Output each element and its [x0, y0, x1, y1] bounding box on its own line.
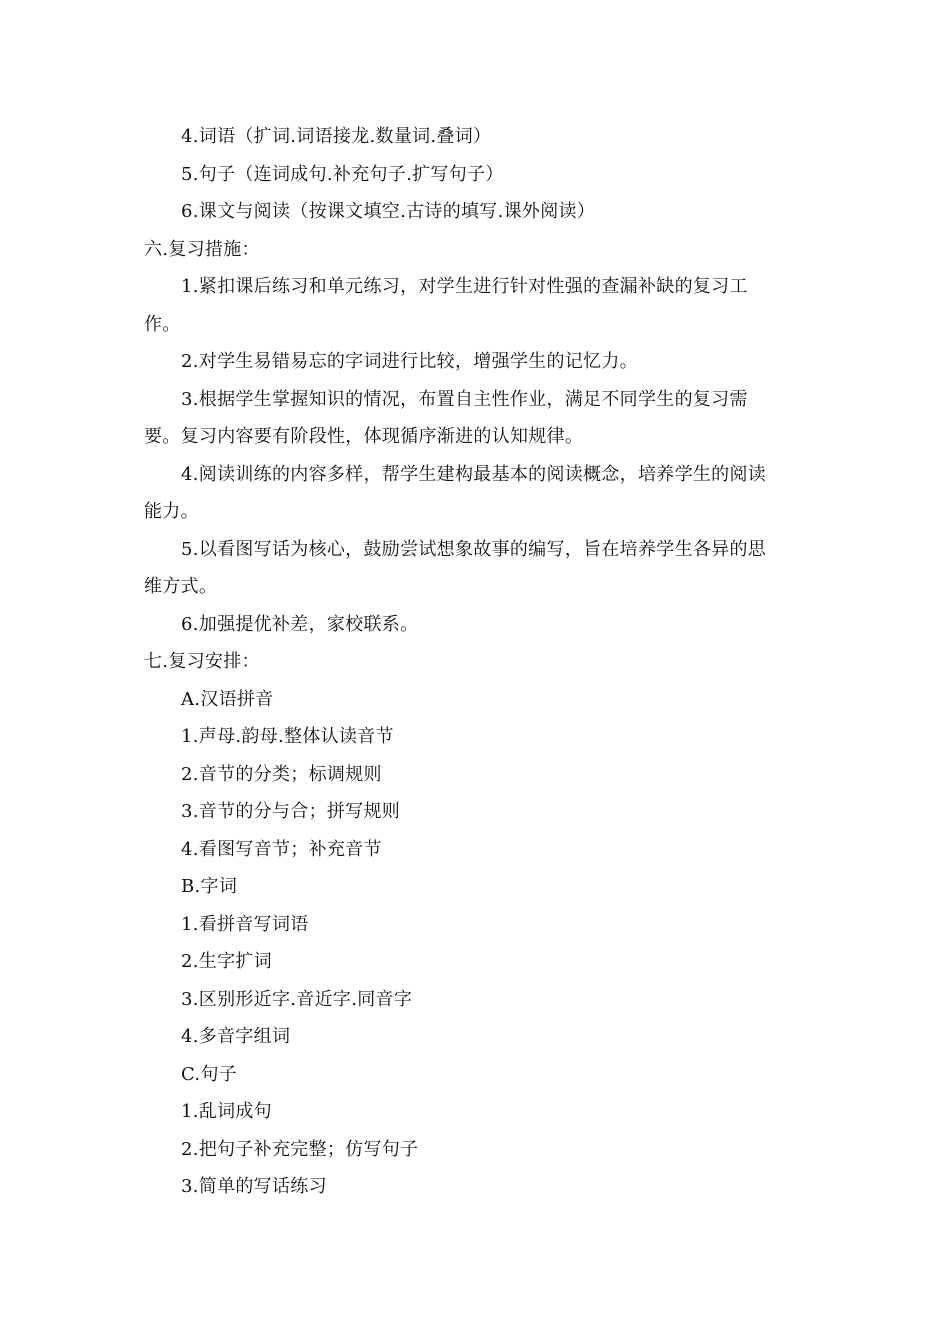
list-item: 1.声母.韵母.整体认读音节: [181, 726, 394, 747]
text-line: 4.阅读训练的内容多样，帮学生建构最基本的阅读概念，培养学生的阅读: [181, 463, 767, 485]
document-body: [144, 118, 804, 1206]
text-line: 2.对学生易错易忘的字词进行比较，增强学生的记忆力。: [181, 351, 638, 372]
list-item: 3.音节的分与合；拼写规则: [181, 801, 401, 822]
text-line: 6.课文与阅读（按课文填空.古诗的填写.课外阅读）: [181, 201, 596, 222]
list-item: 2.把句子补充完整；仿写句子: [181, 1138, 419, 1160]
section-heading: 六.复习措施：: [144, 238, 260, 260]
subsection-heading: C.句子: [181, 1063, 238, 1085]
text-line: 维方式。: [144, 576, 218, 597]
list-item: 1.乱词成句: [181, 1101, 272, 1122]
text-line: 5.以看图写话为核心，鼓励尝试想象故事的编写，旨在培养学生各异的思: [181, 538, 767, 560]
text-line: 1.紧扣课后练习和单元练习，对学生进行针对性强的查漏补缺的复习工: [181, 276, 748, 297]
section-heading: 七.复习安排：: [144, 651, 260, 672]
text-line: 6.加强提优补差，家校联系。: [181, 613, 419, 635]
list-item: 4.看图写音节；补充音节: [181, 838, 382, 860]
list-item: 2.音节的分类；标调规则: [181, 763, 382, 785]
list-item: 3.简单的写话练习: [181, 1176, 327, 1197]
text-line: 能力。: [144, 501, 199, 522]
list-item: 3.区别形近字.音近字.同音字: [181, 988, 413, 1010]
text-line: 5.句子（连词成句.补充句子.扩写句子）: [181, 163, 504, 185]
list-item: 2.生字扩词: [181, 951, 272, 972]
text-line: 4.词语（扩词.词语接龙.数量词.叠词）: [181, 126, 492, 147]
text-line: 作。: [144, 313, 181, 335]
subsection-heading: A.汉语拼音: [181, 688, 274, 710]
text-line: 要。复习内容要有阶段性，体现循序渐进的认知规律。: [144, 426, 584, 447]
subsection-heading: B.字词: [181, 876, 238, 897]
list-item: 1.看拼音写词语: [181, 913, 309, 935]
list-item: 4.多音字组词: [181, 1026, 291, 1047]
text-line: 3.根据学生掌握知识的情况，布置自主性作业，满足不同学生的复习需: [181, 388, 748, 410]
